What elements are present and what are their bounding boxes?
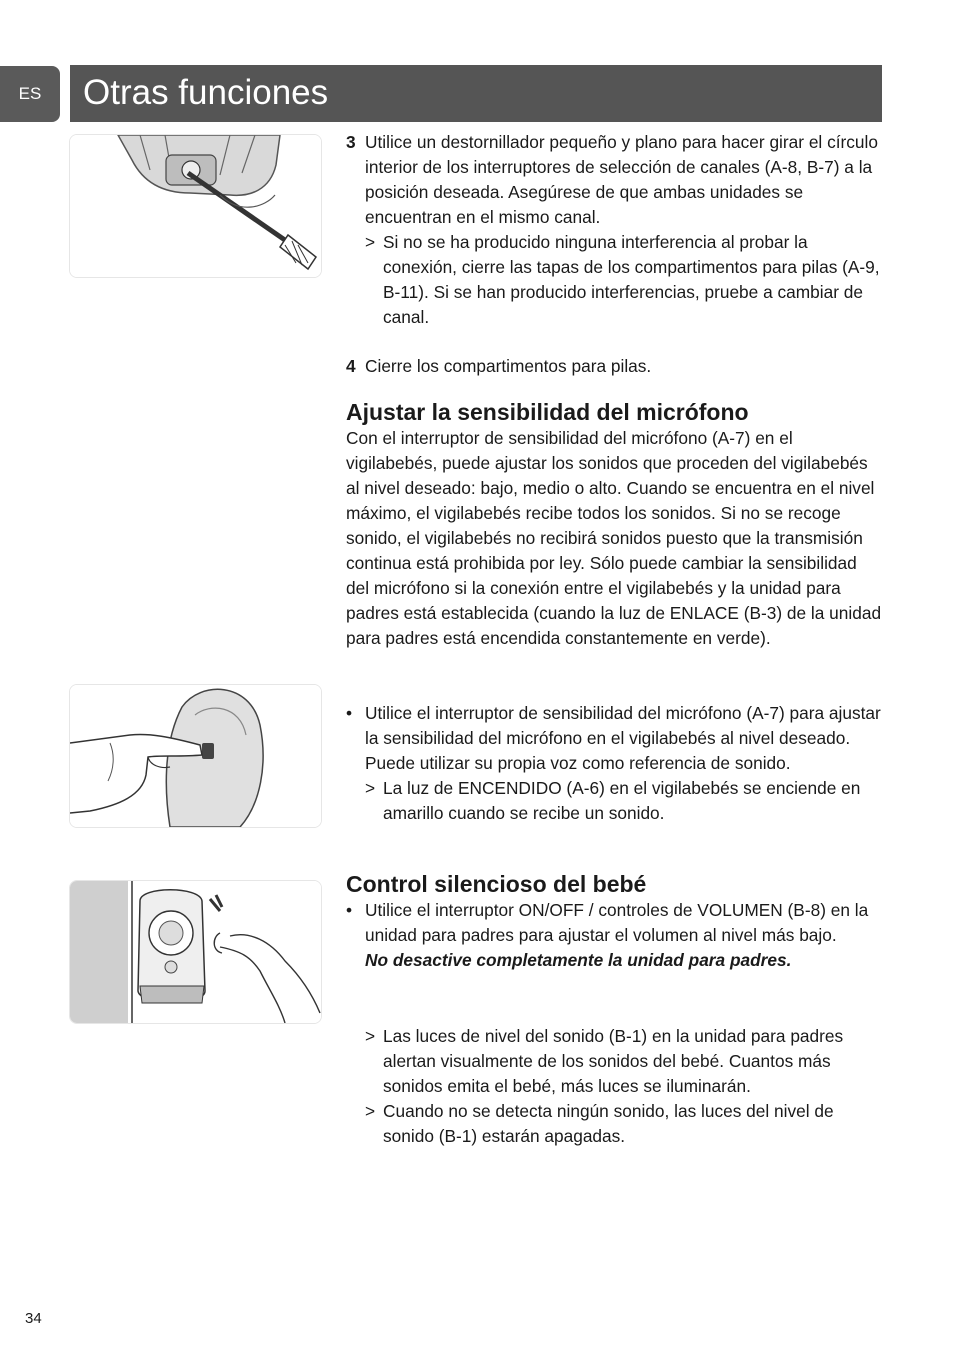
result-marker: > bbox=[365, 1026, 376, 1046]
page-number: 34 bbox=[25, 1310, 42, 1327]
step-4 bbox=[346, 354, 882, 379]
step-number: 4 bbox=[346, 356, 356, 376]
result-marker: > bbox=[365, 778, 376, 798]
result-text: Si no se ha producido ninguna interferencia al probar la conexión, cierre las tapas de los compartimentos para pilas (A-9, B-11). Si se han producido interferencias, pruebe a cambiar de canal. bbox=[383, 232, 880, 327]
title-bar bbox=[70, 65, 882, 122]
warning-text: No desactive completamente la unidad para padres. bbox=[365, 950, 792, 970]
bullet-text: Utilice el interruptor de sensibilidad del micrófono (A-7) para ajustar la sensibilidad del micrófono en el vigilabebés al nivel deseado. Puede utilizar su propia voz como referencia de sonido. bbox=[365, 703, 881, 773]
silent-result-1 bbox=[346, 1024, 882, 1099]
result-text: Las luces de nivel del sonido (B-1) en la unidad para padres alertan visualmente de los sonidos del bebé. Cuantos más sonidos emita el bebé, más luces se iluminarán. bbox=[383, 1026, 844, 1096]
section-heading-mic-sensitivity: Ajustar la sensibilidad del micrófono bbox=[346, 399, 749, 425]
bullet-text: Utilice el interruptor ON/OFF / controles de VOLUMEN (B-8) en la unidad para padres para ajustar el volumen al nivel más bajo. bbox=[365, 900, 869, 945]
step-number: 3 bbox=[346, 132, 356, 152]
result-marker: > bbox=[365, 232, 376, 252]
step-3-result bbox=[346, 230, 882, 330]
step-text: Cierre los compartimentos para pilas. bbox=[365, 356, 652, 376]
screwdriver-illustration bbox=[69, 134, 322, 278]
page-title: Otras funciones bbox=[83, 73, 329, 112]
section-heading-silent-control: Control silencioso del bebé bbox=[346, 871, 647, 897]
silent-result-2 bbox=[346, 1099, 882, 1149]
mic-result bbox=[346, 776, 882, 826]
silent-bullet bbox=[346, 898, 882, 973]
bullet-marker: • bbox=[346, 900, 353, 920]
result-text: Cuando no se detecta ningún sonido, las luces del nivel de sonido (B-1) estarán apagadas. bbox=[383, 1101, 834, 1146]
result-text: La luz de ENCENDIDO (A-6) en el vigilabebés se enciende en amarillo cuando se recibe un sonido. bbox=[383, 778, 861, 823]
result-marker: > bbox=[365, 1101, 376, 1121]
step-text: Utilice un destornillador pequeño y plano para hacer girar el círculo interior de los interruptores de selección de canales (A-8, B-7) a la posición deseada. Asegúrese de que ambas unidades se encuentran en el mismo canal. bbox=[365, 132, 878, 227]
language-tab: ES bbox=[0, 66, 60, 122]
parent-unit-volume-illustration bbox=[69, 880, 322, 1024]
bullet-marker: • bbox=[346, 703, 353, 723]
microphone-switch-illustration bbox=[69, 684, 322, 828]
mic-sensitivity-body: Con el interruptor de sensibilidad del micrófono (A-7) en el vigilabebés, puede ajustar los sonidos que proceden del vigilabebés al nivel deseado: bajo, medio o alto. Cuando se encuentra en el nivel máximo, el vigilabebés recibe todos los sonidos. Si no se recoge sonido, el vigilabebés no recibirá sonidos puesto que la transmisión continua está prohibida por ley. Sólo puede cambiar la sensibilidad del micrófono si la conexión entre el vigilabebés y la unidad para padres está establecida (cuando la luz de ENLACE (B-3) de la unidad para padres está encendida constantemente en verde). bbox=[346, 428, 882, 648]
mic-bullet bbox=[346, 701, 882, 776]
step-3 bbox=[346, 130, 882, 230]
